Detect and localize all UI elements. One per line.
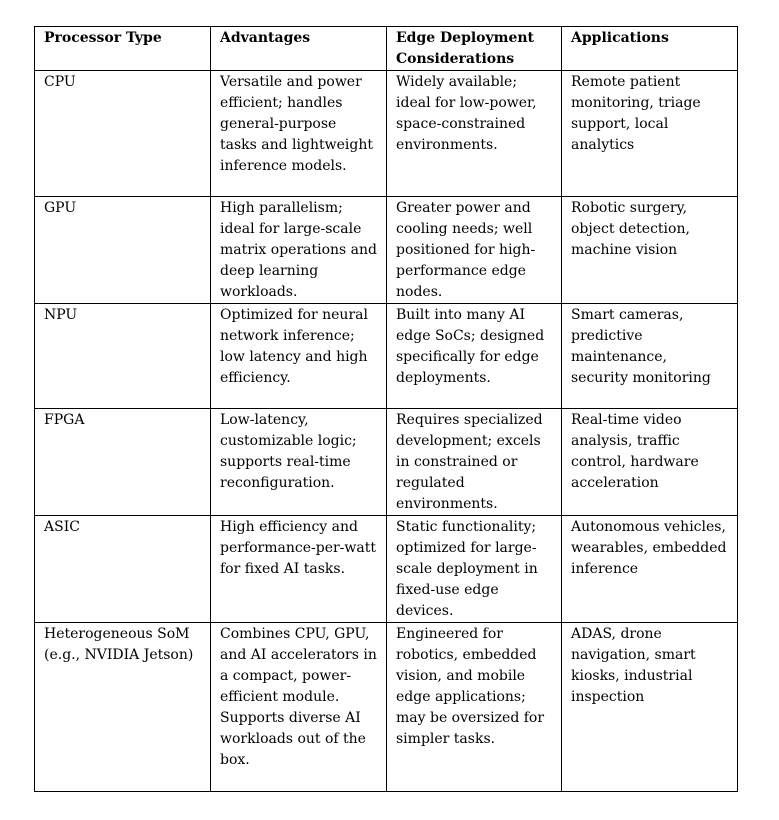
table-row [35,409,738,516]
header-advantages: Advantages [211,27,387,71]
processor-comparison-table [34,26,738,792]
cell-processor-type: Heterogeneous SoM (e.g., NVIDIA Jetson) [35,623,211,792]
cell-advantages: Combines CPU, GPU, and AI accelerators in a compact, power-efficient module. Supports diverse AI workloads out of the box. [211,623,387,792]
cell-considerations: Built into many AI edge SoCs; designed specifically for edge deployments. [387,304,562,409]
header-applications: Applications [562,27,738,71]
cell-processor-type: ASIC [35,516,211,623]
cell-advantages: High efficiency and performance-per-watt for fixed AI tasks. [211,516,387,623]
cell-considerations: Widely available; ideal for low-power, space-constrained environments. [387,71,562,197]
cell-considerations: Greater power and cooling needs; well positioned for high-performance edge nodes. [387,197,562,304]
cell-applications: Remote patient monitoring, triage support, local analytics [562,71,738,197]
cell-processor-type: CPU [35,71,211,197]
cell-advantages: Versatile and power efficient; handles general-purpose tasks and lightweight inference models. [211,71,387,197]
cell-considerations: Engineered for robotics, embedded vision, and mobile edge applications; may be oversized for simpler tasks. [387,623,562,792]
cell-applications: Real-time video analysis, traffic control, hardware acceleration [562,409,738,516]
cell-advantages: High parallelism; ideal for large-scale matrix operations and deep learning workloads. [211,197,387,304]
cell-applications: Robotic surgery, object detection, machine vision [562,197,738,304]
table-row [35,197,738,304]
table-row [35,516,738,623]
cell-applications: Autonomous vehicles, wearables, embedded inference [562,516,738,623]
table-row [35,623,738,792]
cell-applications: ADAS, drone navigation, smart kiosks, industrial inspection [562,623,738,792]
cell-considerations: Static functionality; optimized for large-scale deployment in fixed-use edge devices. [387,516,562,623]
cell-applications: Smart cameras, predictive maintenance, security monitoring [562,304,738,409]
table-row [35,304,738,409]
table-row [35,71,738,197]
cell-processor-type: NPU [35,304,211,409]
cell-processor-type: GPU [35,197,211,304]
cell-advantages: Low-latency, customizable logic; supports real-time reconfiguration. [211,409,387,516]
cell-considerations: Requires specialized development; excels in constrained or regulated environments. [387,409,562,516]
cell-processor-type: FPGA [35,409,211,516]
table-header-row [35,27,738,71]
cell-advantages: Optimized for neural network inference; low latency and high efficiency. [211,304,387,409]
header-processor-type: Processor Type [35,27,211,71]
header-edge-deployment-considerations: Edge Deployment Considerations [387,27,562,71]
